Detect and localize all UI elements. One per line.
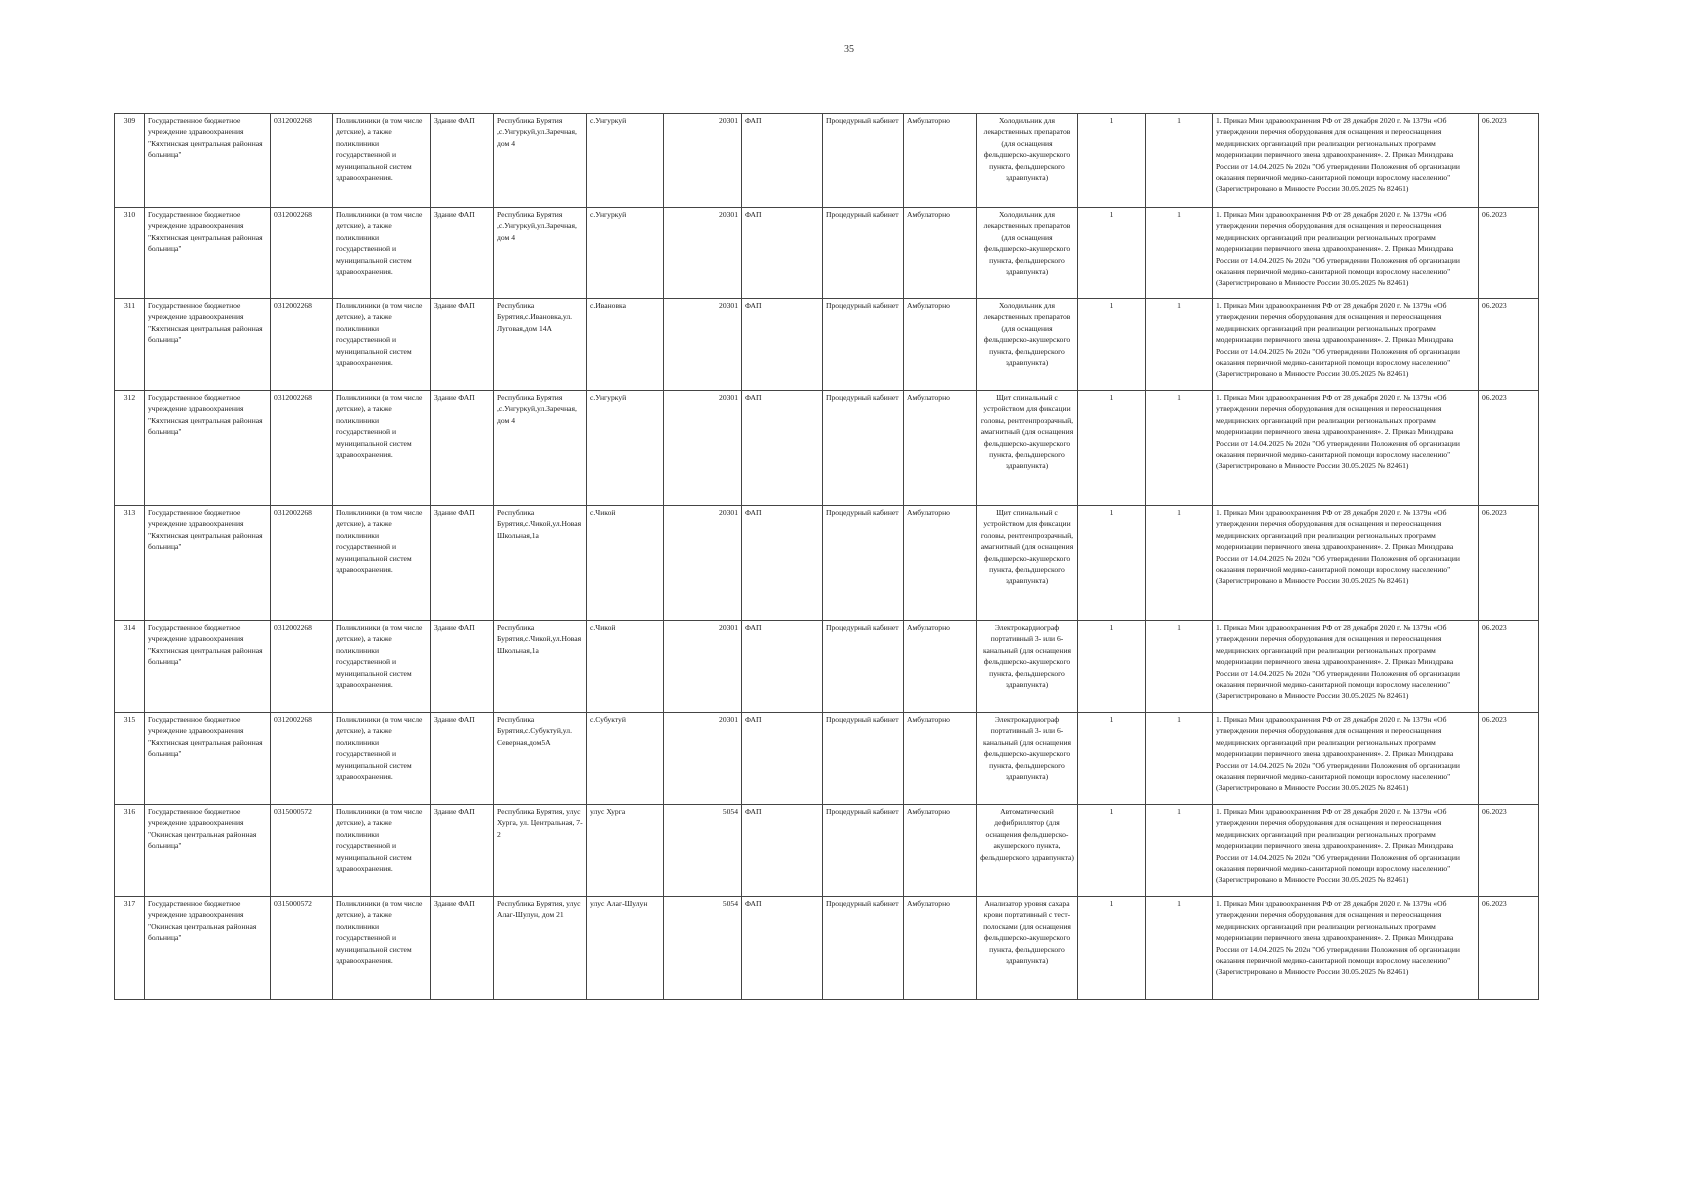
cell-code: 0312002268	[271, 299, 333, 391]
cell-profile: Поликлиники (в том числе детские), а также поликлиники государственной и муниципальной систем здравоохранения.	[333, 299, 431, 391]
cell-date: 06.2023	[1479, 713, 1539, 805]
cell-num: 317	[115, 897, 145, 1000]
cell-type: ФАП	[742, 299, 823, 391]
cell-condition: Амбулаторно	[904, 506, 977, 621]
cell-population: 5054	[664, 805, 742, 897]
table-body	[115, 114, 1539, 1000]
cell-population: 20301	[664, 391, 742, 506]
cell-room: Процедурный кабинет	[823, 208, 904, 299]
cell-condition: Амбулаторно	[904, 299, 977, 391]
cell-building: Здание ФАП	[431, 897, 494, 1000]
cell-date: 06.2023	[1479, 208, 1539, 299]
cell-condition: Амбулаторно	[904, 713, 977, 805]
cell-locality: с.Унгуркуй	[587, 208, 664, 299]
cell-qty2: 1	[1146, 713, 1213, 805]
page-number: 35	[844, 44, 854, 55]
table-row	[115, 506, 1539, 621]
cell-address: Республика Бурятия,с.Субуктуй,ул. Северная,дом5А	[494, 713, 587, 805]
cell-qty2: 1	[1146, 299, 1213, 391]
cell-building: Здание ФАП	[431, 299, 494, 391]
cell-org: Государственное бюджетное учреждение здравоохранения "Кяхтинская центральная районная больница"	[145, 114, 271, 208]
cell-population: 20301	[664, 299, 742, 391]
cell-locality: с.Унгуркуй	[587, 391, 664, 506]
cell-qty2: 1	[1146, 805, 1213, 897]
cell-profile: Поликлиники (в том числе детские), а также поликлиники государственной и муниципальной систем здравоохранения.	[333, 713, 431, 805]
cell-profile: Поликлиники (в том числе детские), а также поликлиники государственной и муниципальной систем здравоохранения.	[333, 506, 431, 621]
table-row	[115, 114, 1539, 208]
cell-qty2: 1	[1146, 391, 1213, 506]
cell-basis: 1. Приказ Мин здравоохранения РФ от 28 декабря 2020 г. № 1379н «Об утверждении перечня оборудования для оснащения и переоснащения медицинских организаций при реализации региональных программ модернизации первичного звена здравоохранения». 2. Приказ Минздрава России от 14.04.2025 № 202н "Об утверждении Положения об организации оказания первичной медико-санитарной помощи взрослому населению" (Зарегистрировано в Минюсте России 30.05.2025 № 82461)	[1213, 114, 1479, 208]
cell-num: 311	[115, 299, 145, 391]
cell-date: 06.2023	[1479, 299, 1539, 391]
cell-room: Процедурный кабинет	[823, 897, 904, 1000]
cell-date: 06.2023	[1479, 621, 1539, 713]
cell-condition: Амбулаторно	[904, 114, 977, 208]
table-row	[115, 299, 1539, 391]
cell-building: Здание ФАП	[431, 506, 494, 621]
cell-code: 0312002268	[271, 713, 333, 805]
cell-org: Государственное бюджетное учреждение здравоохранения "Кяхтинская центральная районная больница"	[145, 391, 271, 506]
cell-code: 0312002268	[271, 208, 333, 299]
cell-qty2: 1	[1146, 506, 1213, 621]
cell-org: Государственное бюджетное учреждение здравоохранения "Окинская центральная районная больница"	[145, 805, 271, 897]
cell-population: 20301	[664, 208, 742, 299]
cell-locality: улус Хурга	[587, 805, 664, 897]
cell-basis: 1. Приказ Мин здравоохранения РФ от 28 декабря 2020 г. № 1379н «Об утверждении перечня оборудования для оснащения и переоснащения медицинских организаций при реализации региональных программ модернизации первичного звена здравоохранения». 2. Приказ Минздрава России от 14.04.2025 № 202н "Об утверждении Положения об организации оказания первичной медико-санитарной помощи взрослому населению" (Зарегистрировано в Минюсте России 30.05.2025 № 82461)	[1213, 208, 1479, 299]
cell-profile: Поликлиники (в том числе детские), а также поликлиники государственной и муниципальной систем здравоохранения.	[333, 391, 431, 506]
cell-room: Процедурный кабинет	[823, 713, 904, 805]
cell-qty1: 1	[1078, 114, 1146, 208]
cell-code: 0315000572	[271, 897, 333, 1000]
cell-profile: Поликлиники (в том числе детские), а также поликлиники государственной и муниципальной систем здравоохранения.	[333, 208, 431, 299]
table-row	[115, 391, 1539, 506]
cell-num: 309	[115, 114, 145, 208]
cell-qty1: 1	[1078, 897, 1146, 1000]
cell-org: Государственное бюджетное учреждение здравоохранения "Кяхтинская центральная районная больница"	[145, 208, 271, 299]
cell-address: Республика Бурятия ,с.Унгуркуй,ул.Заречная, дом 4	[494, 208, 587, 299]
cell-locality: с.Чикой	[587, 621, 664, 713]
cell-code: 0312002268	[271, 506, 333, 621]
cell-date: 06.2023	[1479, 805, 1539, 897]
cell-type: ФАП	[742, 114, 823, 208]
cell-basis: 1. Приказ Мин здравоохранения РФ от 28 декабря 2020 г. № 1379н «Об утверждении перечня оборудования для оснащения и переоснащения медицинских организаций при реализации региональных программ модернизации первичного звена здравоохранения». 2. Приказ Минздрава России от 14.04.2025 № 202н "Об утверждении Положения об организации оказания первичной медико-санитарной помощи взрослому населению" (Зарегистрировано в Минюсте России 30.05.2025 № 82461)	[1213, 897, 1479, 1000]
cell-basis: 1. Приказ Мин здравоохранения РФ от 28 декабря 2020 г. № 1379н «Об утверждении перечня оборудования для оснащения и переоснащения медицинских организаций при реализации региональных программ модернизации первичного звена здравоохранения». 2. Приказ Минздрава России от 14.04.2025 № 202н "Об утверждении Положения об организации оказания первичной медико-санитарной помощи взрослому населению" (Зарегистрировано в Минюсте России 30.05.2025 № 82461)	[1213, 506, 1479, 621]
cell-equipment: Щит спинальный с устройством для фиксации головы, рентгенпрозрачный, амагнитный (для оснащения фельдшерско-акушерского пункта, фельдшерского здравпункта)	[977, 506, 1078, 621]
cell-date: 06.2023	[1479, 391, 1539, 506]
cell-num: 310	[115, 208, 145, 299]
table-row	[115, 897, 1539, 1000]
cell-equipment: Холодильник для лекарственных препаратов (для оснащения фельдшерско-акушерского пункта, фельдшерского здравпункта)	[977, 299, 1078, 391]
cell-org: Государственное бюджетное учреждение здравоохранения "Кяхтинская центральная районная больница"	[145, 621, 271, 713]
cell-condition: Амбулаторно	[904, 805, 977, 897]
cell-num: 313	[115, 506, 145, 621]
cell-room: Процедурный кабинет	[823, 805, 904, 897]
cell-equipment: Электрокардиограф портативный 3- или 6-канальный (для оснащения фельдшерско-акушерского пункта, фельдшерского здравпункта)	[977, 621, 1078, 713]
cell-address: Республика Бурятия, улус Хурга, ул. Центральная, 7-2	[494, 805, 587, 897]
cell-date: 06.2023	[1479, 506, 1539, 621]
cell-address: Республика Бурятия,с.Чикой,ул.Новая Школьная,1а	[494, 506, 587, 621]
cell-condition: Амбулаторно	[904, 621, 977, 713]
cell-org: Государственное бюджетное учреждение здравоохранения "Кяхтинская центральная районная больница"	[145, 713, 271, 805]
cell-org: Государственное бюджетное учреждение здравоохранения "Кяхтинская центральная районная больница"	[145, 299, 271, 391]
cell-code: 0312002268	[271, 621, 333, 713]
cell-type: ФАП	[742, 391, 823, 506]
cell-type: ФАП	[742, 621, 823, 713]
cell-qty1: 1	[1078, 713, 1146, 805]
cell-condition: Амбулаторно	[904, 208, 977, 299]
cell-building: Здание ФАП	[431, 114, 494, 208]
cell-basis: 1. Приказ Мин здравоохранения РФ от 28 декабря 2020 г. № 1379н «Об утверждении перечня оборудования для оснащения и переоснащения медицинских организаций при реализации региональных программ модернизации первичного звена здравоохранения». 2. Приказ Минздрава России от 14.04.2025 № 202н "Об утверждении Положения об организации оказания первичной медико-санитарной помощи взрослому населению" (Зарегистрировано в Минюсте России 30.05.2025 № 82461)	[1213, 713, 1479, 805]
cell-equipment: Холодильник для лекарственных препаратов (для оснащения фельдшерско-акушерского пункта, фельдшерского здравпункта)	[977, 208, 1078, 299]
cell-profile: Поликлиники (в том числе детские), а также поликлиники государственной и муниципальной систем здравоохранения.	[333, 114, 431, 208]
cell-population: 20301	[664, 506, 742, 621]
cell-room: Процедурный кабинет	[823, 391, 904, 506]
cell-basis: 1. Приказ Мин здравоохранения РФ от 28 декабря 2020 г. № 1379н «Об утверждении перечня оборудования для оснащения и переоснащения медицинских организаций при реализации региональных программ модернизации первичного звена здравоохранения». 2. Приказ Минздрава России от 14.04.2025 № 202н "Об утверждении Положения об организации оказания первичной медико-санитарной помощи взрослому населению" (Зарегистрировано в Минюсте России 30.05.2025 № 82461)	[1213, 621, 1479, 713]
cell-address: Республика Бурятия,с.Ивановка,ул. Луговая,дом 14А	[494, 299, 587, 391]
cell-equipment: Холодильник для лекарственных препаратов (для оснащения фельдшерско-акушерского пункта, фельдшерского здравпункта)	[977, 114, 1078, 208]
cell-type: ФАП	[742, 805, 823, 897]
cell-qty1: 1	[1078, 391, 1146, 506]
cell-num: 316	[115, 805, 145, 897]
cell-qty1: 1	[1078, 506, 1146, 621]
cell-room: Процедурный кабинет	[823, 506, 904, 621]
cell-room: Процедурный кабинет	[823, 299, 904, 391]
cell-qty2: 1	[1146, 897, 1213, 1000]
cell-population: 20301	[664, 713, 742, 805]
table-row	[115, 621, 1539, 713]
equipment-registry-table	[114, 113, 1539, 1000]
cell-locality: с.Субуктуй	[587, 713, 664, 805]
cell-condition: Амбулаторно	[904, 391, 977, 506]
cell-num: 315	[115, 713, 145, 805]
cell-basis: 1. Приказ Мин здравоохранения РФ от 28 декабря 2020 г. № 1379н «Об утверждении перечня оборудования для оснащения и переоснащения медицинских организаций при реализации региональных программ модернизации первичного звена здравоохранения». 2. Приказ Минздрава России от 14.04.2025 № 202н "Об утверждении Положения об организации оказания первичной медико-санитарной помощи взрослому населению" (Зарегистрировано в Минюсте России 30.05.2025 № 82461)	[1213, 391, 1479, 506]
cell-type: ФАП	[742, 208, 823, 299]
cell-building: Здание ФАП	[431, 208, 494, 299]
cell-address: Республика Бурятия ,с.Унгуркуй,ул.Заречная, дом 4	[494, 114, 587, 208]
cell-equipment: Анализатор уровня сахара крови портативный с тест-полосками (для оснащения фельдшерско-акушерского пункта, фельдшерского здравпункта)	[977, 897, 1078, 1000]
cell-locality: с.Ивановка	[587, 299, 664, 391]
cell-type: ФАП	[742, 506, 823, 621]
cell-room: Процедурный кабинет	[823, 114, 904, 208]
cell-address: Республика Бурятия,с.Чикой,ул.Новая Школьная,1а	[494, 621, 587, 713]
cell-profile: Поликлиники (в том числе детские), а также поликлиники государственной и муниципальной систем здравоохранения.	[333, 897, 431, 1000]
cell-building: Здание ФАП	[431, 621, 494, 713]
cell-equipment: Щит спинальный с устройством для фиксации головы, рентгенпрозрачный, амагнитный (для оснащения фельдшерско-акушерского пункта, фельдшерского здравпункта)	[977, 391, 1078, 506]
cell-equipment: Электрокардиограф портативный 3- или 6-канальный (для оснащения фельдшерско-акушерского пункта, фельдшерского здравпункта)	[977, 713, 1078, 805]
table-row	[115, 208, 1539, 299]
cell-profile: Поликлиники (в том числе детские), а также поликлиники государственной и муниципальной систем здравоохранения.	[333, 621, 431, 713]
cell-type: ФАП	[742, 897, 823, 1000]
cell-code: 0315000572	[271, 805, 333, 897]
cell-code: 0312002268	[271, 114, 333, 208]
cell-population: 20301	[664, 114, 742, 208]
cell-qty1: 1	[1078, 805, 1146, 897]
cell-population: 20301	[664, 621, 742, 713]
cell-org: Государственное бюджетное учреждение здравоохранения "Кяхтинская центральная районная больница"	[145, 506, 271, 621]
cell-qty2: 1	[1146, 114, 1213, 208]
cell-org: Государственное бюджетное учреждение здравоохранения "Окинская центральная районная больница"	[145, 897, 271, 1000]
cell-basis: 1. Приказ Мин здравоохранения РФ от 28 декабря 2020 г. № 1379н «Об утверждении перечня оборудования для оснащения и переоснащения медицинских организаций при реализации региональных программ модернизации первичного звена здравоохранения». 2. Приказ Минздрава России от 14.04.2025 № 202н "Об утверждении Положения об организации оказания первичной медико-санитарной помощи взрослому населению" (Зарегистрировано в Минюсте России 30.05.2025 № 82461)	[1213, 299, 1479, 391]
cell-population: 5054	[664, 897, 742, 1000]
cell-condition: Амбулаторно	[904, 897, 977, 1000]
cell-num: 312	[115, 391, 145, 506]
cell-locality: с.Чикой	[587, 506, 664, 621]
cell-qty1: 1	[1078, 208, 1146, 299]
cell-address: Республика Бурятия ,с.Унгуркуй,ул.Заречная, дом 4	[494, 391, 587, 506]
table-row	[115, 713, 1539, 805]
cell-qty2: 1	[1146, 208, 1213, 299]
cell-profile: Поликлиники (в том числе детские), а также поликлиники государственной и муниципальной систем здравоохранения.	[333, 805, 431, 897]
cell-locality: улус Алаг-Шулун	[587, 897, 664, 1000]
cell-address: Республика Бурятия, улус Алаг-Шулун, дом 21	[494, 897, 587, 1000]
cell-equipment: Автоматический дефибриллятор (для оснащения фельдшерско-акушерского пункта, фельдшерского здравпункта)	[977, 805, 1078, 897]
table-row	[115, 805, 1539, 897]
cell-qty2: 1	[1146, 621, 1213, 713]
cell-basis: 1. Приказ Мин здравоохранения РФ от 28 декабря 2020 г. № 1379н «Об утверждении перечня оборудования для оснащения и переоснащения медицинских организаций при реализации региональных программ модернизации первичного звена здравоохранения». 2. Приказ Минздрава России от 14.04.2025 № 202н "Об утверждении Положения об организации оказания первичной медико-санитарной помощи взрослому населению" (Зарегистрировано в Минюсте России 30.05.2025 № 82461)	[1213, 805, 1479, 897]
cell-building: Здание ФАП	[431, 805, 494, 897]
cell-room: Процедурный кабинет	[823, 621, 904, 713]
cell-date: 06.2023	[1479, 897, 1539, 1000]
cell-date: 06.2023	[1479, 114, 1539, 208]
cell-num: 314	[115, 621, 145, 713]
cell-type: ФАП	[742, 713, 823, 805]
cell-locality: с.Унгуркуй	[587, 114, 664, 208]
cell-qty1: 1	[1078, 299, 1146, 391]
cell-qty1: 1	[1078, 621, 1146, 713]
cell-code: 0312002268	[271, 391, 333, 506]
cell-building: Здание ФАП	[431, 391, 494, 506]
cell-building: Здание ФАП	[431, 713, 494, 805]
